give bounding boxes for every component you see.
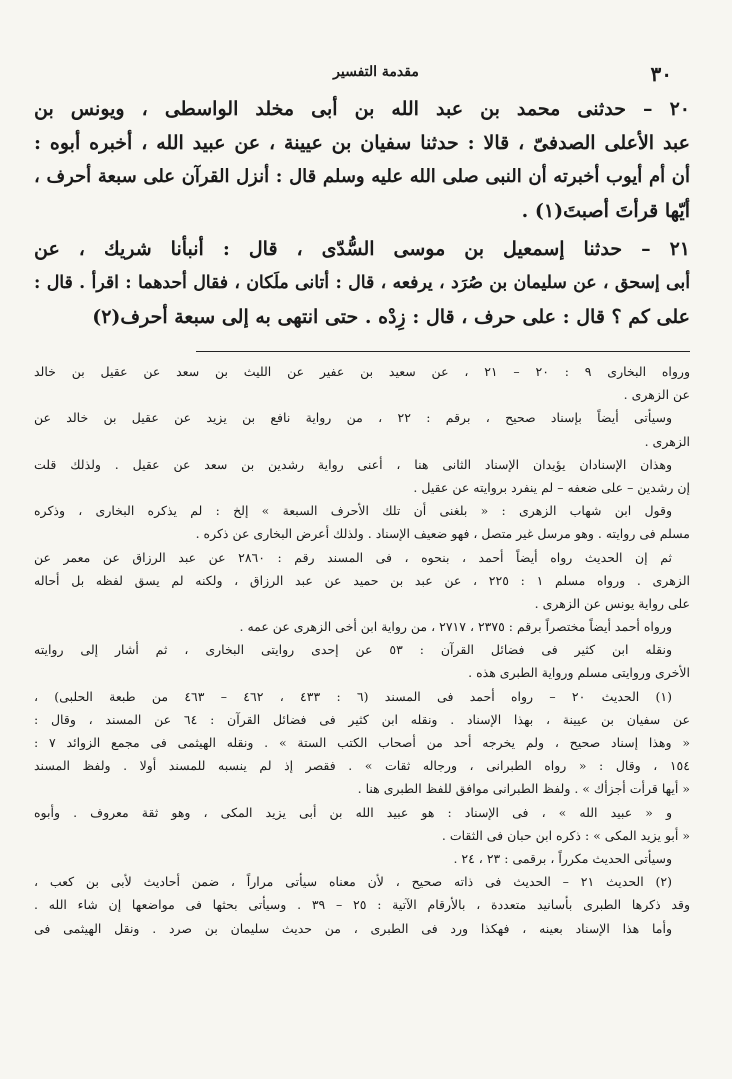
footnote-line: عن الزهرى . (623, 387, 690, 403)
footnote-line: ورواه أحمد أيضاً مختصراً برقم : ٢٣٧٥ ، ٢٧١٧ ، من رواية ابن أخى الزهرى عن عمه . (239, 619, 672, 635)
footnote-line: الزهرى . ورواه مسلم ١ : ٢٢٥ ، عن عبد بن حميد عن عبد الرزاق ، ولكنه لم يسق لفظه بل أحاله (34, 572, 690, 588)
footnote-line: إن رشدين – على ضعفه – لم ينفرد بروايته عن عقيل . (413, 479, 690, 495)
footnote-line: « وهذا إسناد صحيح ، ولم يخرجه أحد من أصحاب الكتب الستة » . ونقله الهيثمى فى مجمع الزوائد ٧ : (34, 735, 690, 750)
footnote-line: ورواه البخارى ٩ : ٢٠ – ٢١ ، عن سعيد بن عفير عن الليث بن سعد عن عقيل بن خالد (34, 364, 690, 379)
footnote-line: ثم إن الحديث رواه أيضاً أحمد ، بنحوه ، فى المسند رقم : ٢٨٦٠ عن عبد الرزاق عن معمر عن (34, 549, 672, 565)
footnote-line: وهذان الإسنادان يؤيدان الإسناد الثانى هنا ، أعنى رواية رشدين بن سعد عن عقيل . ولذلك قلت (34, 456, 672, 472)
footnote-divider (196, 351, 690, 352)
footnote-line: وسيأتى الحديث مكرراً ، برقمى : ٢٣ ، ٢٤ . (453, 850, 672, 866)
footnote-line: « أيها قرأت أجزأك » . ولفظ الطبرانى موافق للفظ الطبرى هنا . (357, 781, 690, 797)
footnote-line: ١٥٤ ، وقال : « رواه الطبرانى ، ورجاله ثقات » . فقصر إذ لم ينسبه للمسند أولا . ولفظ المسند (34, 758, 690, 774)
footnote-line: و « عبيد الله » ، فى الإسناد : هو عبيد الله بن أبى يزيد المكى ، وهو ثقة معروف . وأبوه (34, 804, 673, 820)
footnote-line: مسلم فى روايته . وهو مرسل غير متصل ، فهو ضعيف الإسناد . ولذلك أعرض البخارى عن ذكره . (195, 526, 690, 542)
footnote-line: « أبو يزيد المكى » : ذكره ابن حبان فى الثقات . (441, 827, 690, 843)
footnotes (34, 360, 690, 940)
hadith-20-line: ٢٠ – حدثنى محمد بن عبد الله بن أبى مخلد الواسطى ، ويونس بن (34, 98, 690, 120)
running-title: مقدمة التفسير (333, 64, 419, 80)
footnote-line: وأما هذا الإسناد بعينه ، فهكذا ورد فى الطبرى ، من حديث سليمان بن صرد . ونقل الهيثمى فى (34, 920, 672, 936)
footnote-line: الزهرى . (644, 433, 690, 449)
footnote-line: وقد ذكرها الطبرى بأسانيد متعددة ، بالأرقام الآتية : ٢٥ – ٣٩ . وسيأتى بحثها فى مواضعها إن شاء الله . (34, 897, 690, 913)
footnote-line: (٢) الحديث ٢١ – الحديث فى ذاته صحيح ، لأن معناه سيأتى مراراً ، ضمن أحاديث لأبى بن كعب ، (34, 874, 672, 890)
footnote-line: على رواية يونس عن الزهرى . (534, 595, 690, 611)
hadith-21-line: ٢١ – حدثنا إسمعيل بن موسى السُّدّى ، قال : أنبأنا شريك ، عن (34, 238, 690, 260)
hadith-20-line: أيّها قرأتَ أصبتَ(١) . (521, 200, 690, 222)
hadith-20-line: أن أم أيوب أخبرته أن النبى صلى الله عليه وسلم قال : أنزل القرآن على سبعة أحرف ، (34, 166, 690, 187)
footnote-line: وقول ابن شهاب الزهرى : « بلغنى أن تلك الأحرف السبعة » إلخ : لم يذكره البخارى ، وذكره (34, 503, 672, 519)
page-number: ٣٠ (650, 62, 672, 86)
hadith-21-line: على كم ؟ قال : على حرف ، قال : زِدْه . حتى انتهى به إلى سبعة أحرف(٢) (92, 306, 690, 328)
page-header (80, 62, 672, 86)
footnote-line: وسيأتى أيضاً بإسناد صحيح ، برقم : ٢٢ ، من رواية نافع بن يزيد عن عقيل بن خالد عن (34, 410, 672, 426)
footnote-line: (١) الحديث ٢٠ – رواه أحمد فى المسند (٦ : ٤٣٣ ، ٤٦٢ – ٤٦٣ من طبعة الحلبى) ، (34, 688, 672, 704)
footnote-line: الأخرى وروايتى مسلم ورواية الطبرى هذه . (468, 665, 690, 681)
hadith-21-line: أبى إسحق ، عن سليمان بن صُرَد ، يرفعه ، قال : أتانى ملَكان ، فقال أحدهما : اقرأ . قال : (34, 273, 690, 293)
main-text (34, 92, 690, 334)
footnote-line: عن سفيان بن عيينة ، بهذا الإسناد . ونقله ابن كثير فى فضائل القرآن : ٦٤ عن المسند ، وقال : (34, 711, 690, 727)
hadith-20-line: عبد الأعلى الصدفىّ ، قالا : حدثنا سفيان بن عيينة ، عن عبيد الله ، أخبره أبوه : (34, 132, 690, 154)
footnote-line: ونقله ابن كثير فى فضائل القرآن : ٥٣ عن إحدى روايتى البخارى ، ثم أشار إلى روايته (34, 642, 672, 658)
